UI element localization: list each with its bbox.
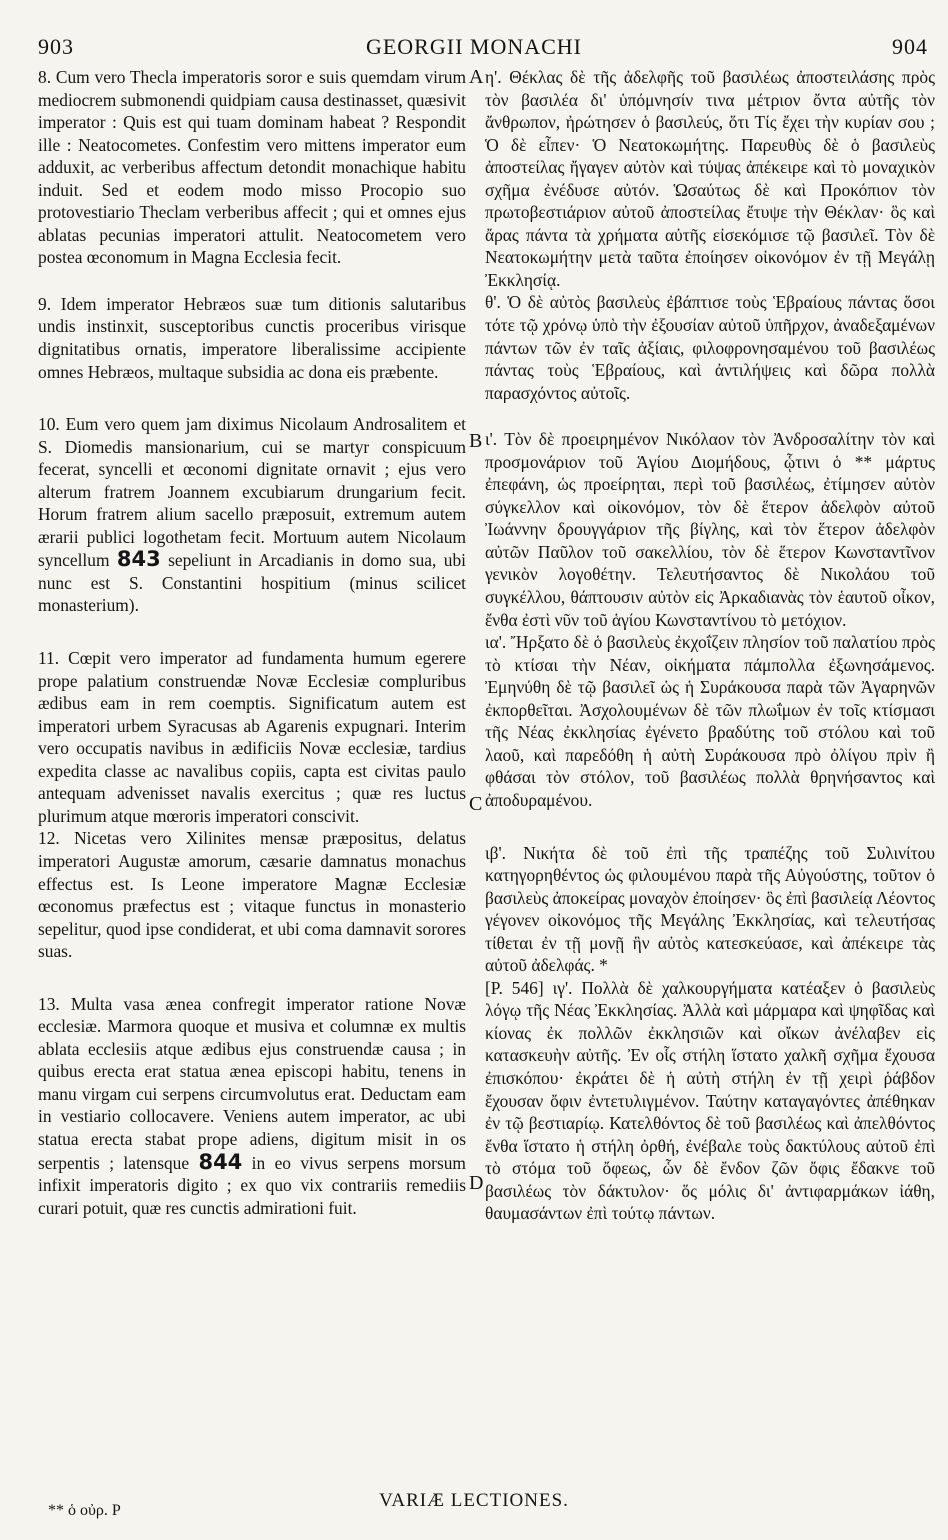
variae-lectiones-heading: VARIÆ LECTIONES. bbox=[379, 1490, 569, 1511]
latin-section-9: 9. Idem imperator Hebræos suæ tum ditionis salutaribus undis instinxit, susceptoribus cunctis proceribus virisque dignitatibus ornatis, imperatore liberalissime accipiente omnes Hebræos, multaque subsidia ac dona eis præbente. bbox=[38, 293, 466, 382]
greek-column bbox=[485, 66, 935, 1225]
greek-section-13: [P. 546] ιγ'. Πολλὰ δὲ χαλκουργήματα κατέαξεν ὁ βασιλεὺς λόγῳ τῆς Νέας Ἐκκλησίας. Ἀλλὰ καὶ μάρμαρα καὶ ψηφῖδας καὶ κίονας ἐκ πολλῶν ἐκκλησιῶν καὶ οἴκων ἀνέλαβεν εἰς κατασκευὴν αὐτῆς. Ἐν οἷς στήλη ἵστατο χαλκῆ σχῆμα ἔχουσα ἐπισκόπου· ἐκράτει δὲ ἡ αὐτὴ στήλη ἐν τῇ χειρὶ ῥάβδον ἔχουσαν ὄφιν ἐντετυλιγμένον. Ταύτην καταγαγόντες ἀπέθηκαν ἐν τῷ βεστιαρίῳ. Κατελθόντος δὲ τοῦ βασιλέως καὶ ἀπελθόντος ἔνθα ἵστατο ἡ στήλη ὀρθή, ἐνέβαλε τοὺς δακτύλους αὐτοῦ ἐπὶ τὸ στόμα τοῦ ὄφεως, ὧν δὲ ἔνδον ζῶν ὄφις ἔδακνε τοῦ βασιλέως τὸν δάκτυλον· ὅς μόλις δι' ἀντιφαρμάκων ἰάθη, θαυμασάντων ἐπὶ τούτῳ πάντων. bbox=[485, 977, 935, 1224]
latin-section-10-text-a: 10. Eum vero quem jam diximus Nicolaum Androsalitem et S. Diomedis mansionarium, cui se martyr conspicuum fecerat, syncelli et œconomi dignitate ornavit ; ejus vero alterum fratrem Joannem excubiarum drungarium fecit. Horum fratrem alium sacello præposuit, extremum autem ærarii publici logothetam fecit. Mortuum autem Nicolaum syncellum bbox=[38, 414, 466, 571]
margin-marker-a: A bbox=[469, 66, 484, 88]
latin-section-10 bbox=[38, 413, 466, 617]
left-page-number: 903 bbox=[38, 34, 74, 59]
margin-marker-c: C bbox=[469, 793, 483, 815]
running-title: GEORGII MONACHI bbox=[365, 34, 583, 59]
greek-section-9: θ'. Ὁ δὲ αὐτὸς βασιλεὺς ἐβάπτισε τοὺς Ἑβραίους πάντας ὅσοι τότε τῷ χρόνῳ ὑπὸ τὴν ἐξουσίαν αὐτοῦ ὑπῆρχον, ἀναδεξαμένων πάντων τῶν ἐν ταῖς ἀξίαις, φιλοφρονησαμένου τοῦ βασιλέως πάντας τοὺς Ἑβραίους, καὶ ἀντιλήψεις καὶ δῶρα πολλὰ παρασχόντος αὐτοῖς. bbox=[485, 292, 935, 403]
page-header bbox=[0, 0, 948, 62]
latin-section-13-text-b: in eo vivus serpens morsum infixit imperatoris digito ; ex quo vix contrariis remediis curari potuit, quæ res cunctis admirationi fuit. bbox=[38, 1152, 466, 1218]
column-number-843: 843 bbox=[116, 547, 161, 572]
latin-section-8: 8. Cum vero Thecla imperatoris soror e suis quemdam virum mediocrem submonendi quidpiam causa destinasset, quæsivit imperator : Quis est qui tuam dominam habeat ? Respondit ille : Neatocometes. Confestim vero mittens imperator eum adduxit, ac verberibus affectum detondit monachique habitu induit. Sed et eodem modo misso Procopio suo protovestiario Theclam verberibus affecit ; qui et omnes ejus ablatas pecunias imperatori attulit. Neatocometem vero postea œconomum in Magna Ecclesia fecit. bbox=[38, 67, 466, 268]
greek-section-10: ι'. Τὸν δὲ προειρημένον Νικόλαον τὸν Ἀνδροσαλίτην τὸν καὶ προσμονάριον τοῦ Ἁγίου Διομήδους, ᾧτινι ὁ ** μάρτυς ἐπεφάνη, ὡς προείρηται, περὶ τοῦ βασιλέως, ἐτίμησεν αὐτὸν σύγκελλον καὶ οἰκονόμον, τὸν δὲ ἕτερον ἀδελφὸν αὐτοῦ Ἰωάννην δρουγγάριον τῆς βίγλης, καὶ τὸν ἕτερον ἀδελφὸν αὐτῶν Παῦλον τοῦ σακελλίου, τὸν δὲ ἕτερον Κωνσταντῖνον γενικὸν λογοθέτην. Τελευτήσαντος δὲ Νικολάου τοῦ συγκέλλου, θάπτουσιν αὐτὸν εἰς Ἀρκαδιανὰς τὸν ἑαυτοῦ οἶκον, ἔνθα ἐστὶ νῦν τοῦ ἁγίου Κωνσταντίνου τὸ μετόχιον. bbox=[485, 429, 935, 630]
latin-section-10-text-b: sepeliunt in Arcadianis in domo sua, ubi nunc est S. Constantini hospitium (minus scilicet monasterium). bbox=[38, 550, 466, 616]
margin-marker-d: D bbox=[469, 1172, 484, 1194]
latin-column bbox=[38, 66, 466, 1219]
right-page-number: 904 bbox=[892, 34, 928, 59]
column-number-844: 844 bbox=[198, 1149, 243, 1174]
latin-section-11: 11. Cœpit vero imperator ad fundamenta humum egerere prope palatium construendæ Novæ Ecclesiæ compluribus ædibus eam in rem coemptis. Significatum autem est imperatori urbem Syracusas ab Agarenis expugnari. Interim vero occupatis navibus in ædificiis Novæ ecclesiæ, tardius expedita classe ac navalibus copiis, capta est civitas paulo antequam advenisset navalis exercitus ; quæ res luctus plurimum atque mœroris imperatori conscivit. bbox=[38, 648, 466, 826]
margin-marker-b: B bbox=[469, 430, 483, 452]
latin-section-13 bbox=[38, 993, 466, 1219]
latin-section-13-text-a: 13. Multa vasa ænea confregit imperator ratione Novæ ecclesiæ. Marmora quoque et musiva et columnæ ex multis ablata ecclesiis atque ædibus ejus construendæ causa ; in quibus erecta erat statua ænea episcopi habitu, tenens in manu virgam cui serpens circumvolutus erat. Deductam eam in vestiario collocavere. Veniens autem imperator, ac ubi statua erecta stabat prope adiens, digitum misit in os serpentis ; latensque bbox=[38, 993, 466, 1173]
greek-section-12: ιβ'. Νικήτα δὲ τοῦ ἐπὶ τῆς τραπέζης τοῦ Συλινίτου κατηγορηθέντος ὡς φιλουμένου παρὰ τῆς Αὐγούστης, τοῦτον ὁ βασιλεὺς ἀποκείρας μοναχὸν ἐποίησεν· ὃς ἐπὶ βασιλείᾳ Λέοντος γέγονεν οἰκονόμος τῆς Μεγάλης Ἐκκλησίας, καὶ τελευτήσας τίθεται ἐν τῇ μονῇ ἣν αὐτὸς κατεσκεύασε, καὶ ἀπέκειρε τὰς αὐτοῦ ἀδελφάς. * bbox=[485, 842, 935, 976]
greek-section-11: ια'. Ἤρξατο δὲ ὁ βασιλεὺς ἐκχοΐζειν πλησίον τοῦ παλατίου πρὸς τὸ κτίσαι τὴν Νέαν, οἰκήματα πάμπολλα ἐξωνησάμενος. Ἐμηνύθη δὲ τῷ βασιλεῖ ὡς ἡ Συράκουσα παρὰ τῶν Ἀγαρηνῶν ἐκπορθεῖται. Ἀσχολουμένων δὲ τῶν πλωΐμων ἐν τοῖς κτίσμασι τῆς Νέας ἐκκλησίας ἐγένετο βραδύτης τοῦ στόλου καὶ τοῦ λαοῦ, καὶ παρεδόθη ἡ αὐτὴ Συράκουσα πρὸ ὀλίγου πρὶν ἢ φθάσαι τὸν στόλον, τοῦ βασιλέως πολλὰ θρηνήσαντος καὶ ἀποδυραμένου. bbox=[485, 632, 935, 810]
latin-section-12: 12. Nicetas vero Xilinites mensæ præpositus, delatus imperatori Augustæ amorum, cæsarie damnatus monachus effectus est. Is Leone imperatore Magnæ Ecclesiæ œconomus præfectus est ; vitaque functus in monasterio sepelitur, quod ipse condiderat, et ubi coma damnavit sorores suas. bbox=[38, 828, 466, 962]
footnote: ** ὁ οὐρ. P bbox=[48, 1502, 121, 1519]
greek-section-8: η'. Θέκλας δὲ τῆς ἀδελφῆς τοῦ βασιλέως ἀποστειλάσης πρὸς τὸν βασιλέα δι' ὑπόμνησίν τινα μέτριον ὄντα αὐτῆς τὸν ἄνθρωπον, ἠρώτησεν ὁ βασιλεύς, ὅτι Τίς ἔχει τὴν κυρίαν σου ; Ὁ δὲ εἶπεν· Ὁ Νεατοκωμήτης. Παρευθὺς δὲ ὁ βασιλεὺς ἀποστείλας ἤγαγεν αὐτὸν καὶ τύψας ἀπέκειρε καὶ τὸ μοναχικὸν σχῆμα ἐνέδυσε αὐτόν. Ὡσαύτως δὲ καὶ Προκόπιον τὸν πρωτοβεστιάριον αὐτοῦ ἀποστείλας ἔτυψε τὴν Θέκλαν· ὃς καὶ ἄρας πάντα τὰ χρήματα αὐτῆς εἰσεκόμισε τῷ βασιλεῖ. Τὸν δὲ Νεατοκωμήτην μετὰ ταῦτα ἐποίησεν οἰκονόμον ἐν τῇ Μεγάλῃ Ἐκκλησίᾳ. bbox=[485, 67, 935, 290]
